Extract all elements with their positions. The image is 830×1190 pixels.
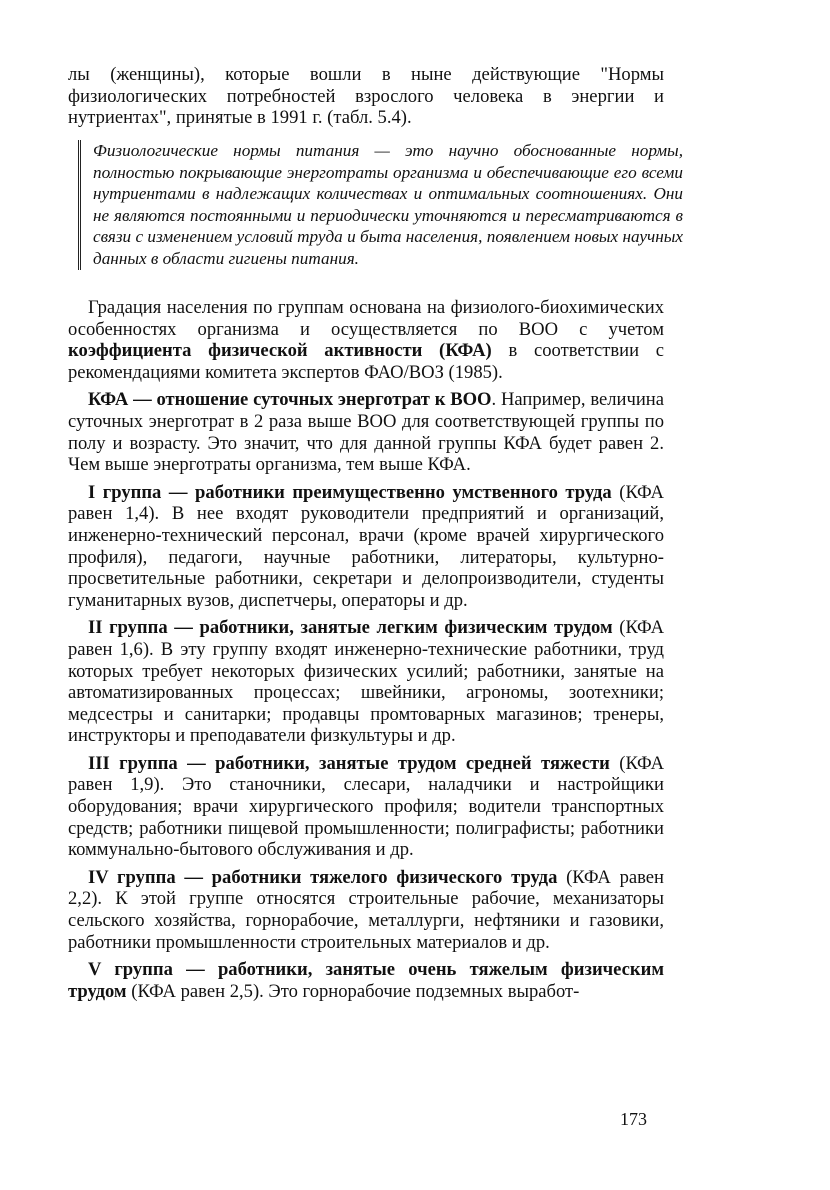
group1-text: (КФА равен 1,4). В нее входят руководители предприятий и организаций, инженерно-технический персонал, врачи (кроме врачей хирургического профиля), педагоги, научные работники, литераторы, культурно-просветительные работники, секретари и делопроизводители, студенты гуманитарных вузов, диспетчеры, операторы и др.: [68, 481, 664, 611]
group5-text: (КФА равен 2,5). Это горнорабочие подземных выработ-: [126, 980, 580, 1002]
group3-heading: III группа — работники, занятые трудом средней тяжести: [88, 752, 610, 774]
group4-text: (КФА равен 2,2). К этой группе относятся строительные рабочие, механизаторы сельского хозяйства, горнорабочие, металлурги, нефтяники и газовики, работники промышленности строительных материалов и др.: [68, 866, 664, 953]
definition-text: Физиологические нормы питания — это научно обоснованные нормы, полностью покрывающие энерготраты организма и обеспечивающие его всеми нутриентами в надлежащих количествах и оптимальных соотношениях. Они не являются постоянными и периодически уточняются и пересматриваются в связи с изменением условий труда и быта населения, появлением новых научных данных в области гигиены питания.: [93, 141, 683, 268]
group3-paragraph: [68, 753, 664, 861]
kfa-paragraph: [68, 389, 664, 475]
group4-heading: IV группа — работники тяжелого физического труда: [88, 866, 558, 888]
group5-heading: V группа — работники, занятые очень тяжелым физическим трудом: [68, 959, 664, 1002]
gradation-text-start: Градация населения по группам основана на физиолого-биохимических особенностях организма и осуществляется по ВОО с учетом: [68, 297, 664, 340]
group4-paragraph: [68, 867, 664, 953]
group5-paragraph: [68, 959, 664, 1002]
kfa-text: . Например, величина суточных энерготрат в 2 раза выше ВОО для соответствующей группы по полу и возрасту. Это значит, что для данной группы КФА будет равен 2. Чем выше энерготраты организма, тем выше КФА.: [68, 389, 664, 476]
body-text: [68, 297, 664, 1008]
intro-paragraph-block: [68, 64, 664, 129]
group2-paragraph: [68, 617, 664, 747]
page-number: 173: [620, 1109, 647, 1129]
kfa-term: КФА — отношение суточных энерготрат к ВОО: [88, 389, 492, 411]
gradation-term: коэффициента физической активности (КФА): [68, 340, 492, 362]
gradation-paragraph: [68, 297, 664, 383]
definition-box: [78, 140, 683, 270]
group2-heading: II группа — работники, занятые легким физическим трудом: [88, 617, 613, 639]
group3-text: (КФА равен 1,9). Это станочники, слесари, наладчики и настройщики оборудования; врачи хирургического профиля; водители транспортных средств; работники пищевой промышленности; полиграфисты; работники коммунально-бытового обслуживания и др.: [68, 752, 664, 861]
intro-paragraph: лы (женщины), которые вошли в ныне действующие "Нормы физиологических потребностей взрослого человека в энергии и нутриентах", принятые в 1991 г. (табл. 5.4).: [68, 64, 664, 129]
group2-text: (КФА равен 1,6). В эту группу входят инженерно-технические работники, труд которых требует некоторых физических усилий; работники, занятые на автоматизированных процессах; швейники, агрономы, зоотехники; медсестры и санитарки; продавцы промтоварных магазинов; тренеры, инструкторы и преподаватели физкультуры и др.: [68, 617, 664, 747]
group1-heading: I группа — работники преимущественно умственного труда: [88, 481, 612, 503]
gradation-text-end: в соответствии с рекомендациями комитета экспертов ФАО/ВОЗ (1985).: [68, 340, 664, 383]
group1-paragraph: [68, 482, 664, 612]
